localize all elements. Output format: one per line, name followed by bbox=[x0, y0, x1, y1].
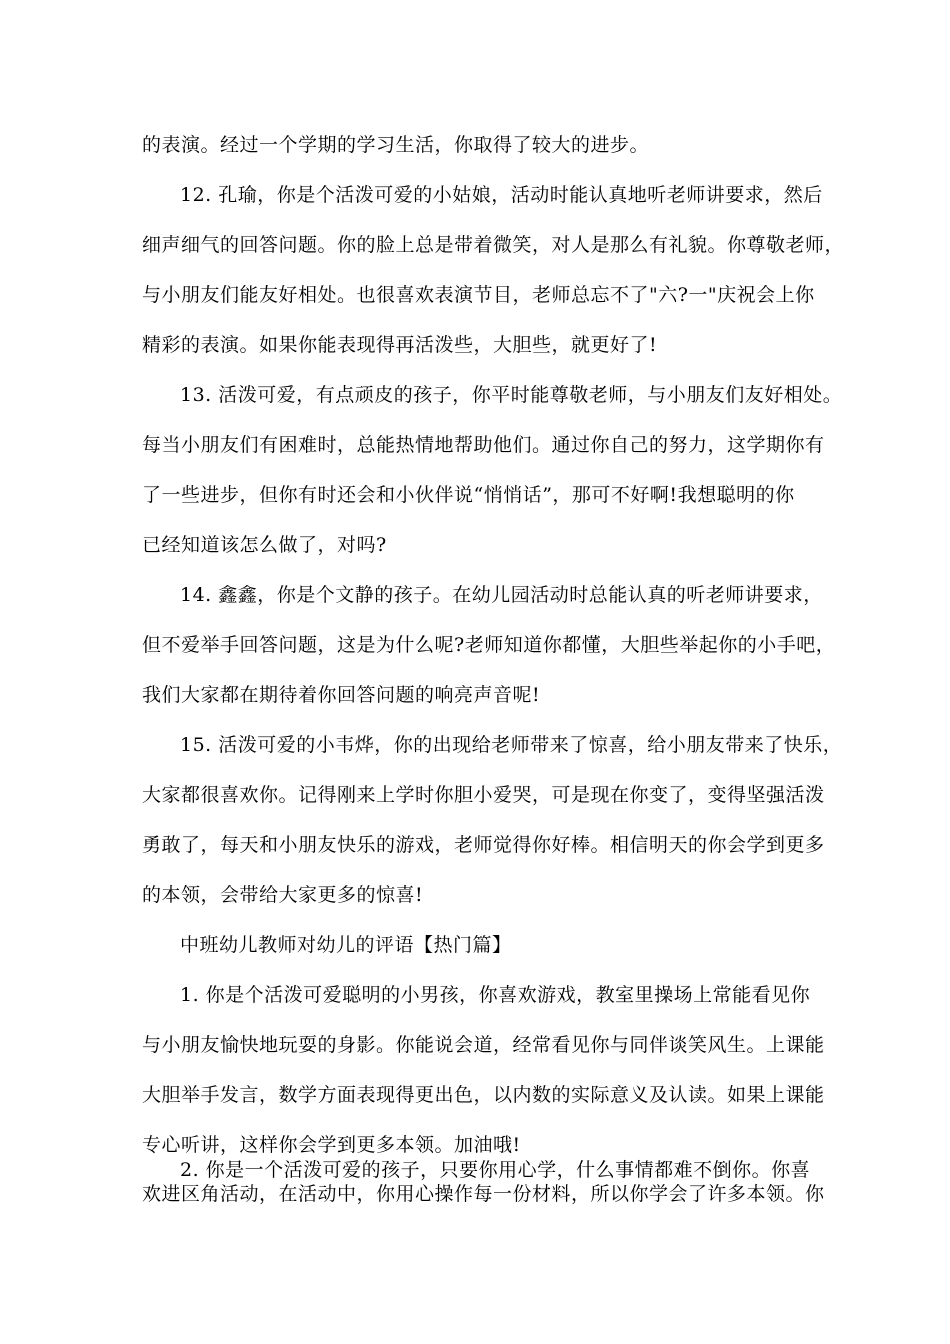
text-line: 的本领，会带给大家更多的惊喜! bbox=[142, 884, 424, 906]
text-line: 我们大家都在期待着你回答问题的响亮声音呢! bbox=[142, 684, 541, 706]
text-line: 已经知道该怎么做了，对吗? bbox=[142, 534, 387, 556]
text-line: 了一些进步，但你有时还会和小伙伴说“悄悄话”，那可不好啊!我想聪明的你 bbox=[142, 484, 795, 506]
paragraph-12-start: 12. 孔瑜，你是个活泼可爱的小姑娘，活动时能认真地听老师讲要求，然后 bbox=[180, 184, 823, 206]
text-line: 勇敢了，每天和小朋友快乐的游戏，老师觉得你好棒。相信明天的你会学到更多 bbox=[142, 834, 825, 856]
text-line: 的表演。经过一个学期的学习生活，你取得了较大的进步。 bbox=[142, 134, 650, 156]
text-line: 每当小朋友们有困难时，总能热情地帮助他们。通过你自己的努力，这学期你有 bbox=[142, 434, 825, 456]
text-line: 但不爱举手回答问题，这是为什么呢?老师知道你都懂，大胆些举起你的小手吧， bbox=[142, 634, 836, 656]
text-line: 大胆举手发言，数学方面表现得更出色，以内数的实际意义及认读。如果上课能 bbox=[142, 1084, 825, 1106]
text-line: 细声细气的回答问题。你的脸上总是带着微笑，对人是那么有礼貌。你尊敬老师， bbox=[142, 234, 845, 256]
text-line: 专心听讲，这样你会学到更多本领。加油哦! bbox=[142, 1134, 521, 1156]
text-line: 与小朋友愉快地玩耍的身影。你能说会道，经常看见你与同伴谈笑风生。上课能 bbox=[142, 1034, 825, 1056]
paragraph-14-start: 14. 鑫鑫，你是个文静的孩子。在幼儿园活动时总能认真的听老师讲要求， bbox=[180, 584, 823, 606]
paragraph-15-start: 15. 活泼可爱的小韦烨，你的出现给老师带来了惊喜，给小朋友带来了快乐， bbox=[180, 734, 843, 756]
text-line: 大家都很喜欢你。记得刚来上学时你胆小爱哭，可是现在你变了，变得坚强活泼 bbox=[142, 784, 825, 806]
paragraph-1-start: 1. 你是个活泼可爱聪明的小男孩，你喜欢游戏，教室里操场上常能看见你 bbox=[180, 984, 811, 1006]
text-line: 与小朋友们能友好相处。也很喜欢表演节目，老师总忘不了"六?一"庆祝会上你 bbox=[142, 284, 815, 306]
section-heading: 中班幼儿教师对幼儿的评语【热门篇】 bbox=[180, 934, 512, 956]
text-line: 欢进区角活动，在活动中，你用心操作每一份材料，所以你学会了许多本领。你 bbox=[142, 1183, 825, 1205]
paragraph-2-start: 2. 你是一个活泼可爱的孩子，只要你用心学，什么事情都难不倒你。你喜 bbox=[180, 1159, 811, 1181]
paragraph-13-start: 13. 活泼可爱，有点顽皮的孩子，你平时能尊敬老师，与小朋友们友好相处。 bbox=[180, 384, 843, 406]
text-line: 精彩的表演。如果你能表现得再活泼些，大胆些，就更好了! bbox=[142, 334, 658, 356]
